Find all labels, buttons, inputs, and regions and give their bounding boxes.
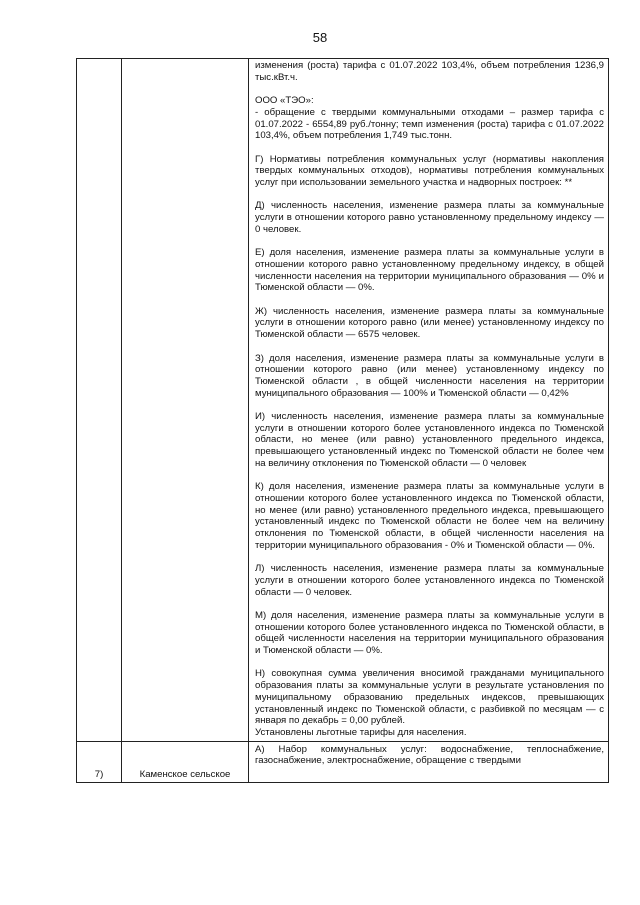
paragraph-item-e: Е) доля населения, изменение размера платы за коммунальные услуги в отношении которого равно установленному предельному индексу, в общей численности населения на территории муниципального образования — 0% и Тюменской области — 0%.	[255, 247, 604, 294]
paragraph-item-zh: Ж) численность населения, изменение размера платы за коммунальные услуги в отношении которого равно (или менее) установленному индексу по Тюменской области — 6575 человек.	[255, 305, 604, 341]
paragraph-item-n: Н) совокупная сумма увеличения вносимой гражданами муниципального образования платы за коммунальные услуги в результате установления по муниципальному образованию предельных индексов, превышающих установленный индекс по Тюменской области, с разбивкой по месяцам — с января по декабрь = 0,00 рублей.	[255, 668, 604, 727]
row-number-cell: 7)	[77, 741, 122, 782]
paragraph-item-l: Л) численность населения, изменение размера платы за коммунальные услуги в отношении которого более установленного индекса по Тюменской области — 0 человек.	[255, 563, 604, 598]
paragraph-item-m: М) доля населения, изменение размера платы за коммунальные услуги в отношении которого более установленного индекса по Тюменской области, в общей численности населения на территории муниципального образования и Тюменской области — 0%.	[255, 609, 604, 657]
row-number-cell	[77, 59, 122, 742]
tariff-description-cell	[249, 741, 609, 782]
paragraph-item-z: З) доля населения, изменение размера платы за коммунальные услуги в отношении которого равно (или менее) установленному индексу по Тюменской области , в общей численности населения на территории муниципального образования — 100% и Тюменской области — 0,42%	[255, 352, 604, 399]
paragraph-item-d: Д) численность населения, изменение размера платы за коммунальные услуги в отношении которого равно установленному предельному индексу — 0 человек.	[255, 200, 604, 235]
paragraph-item-a: А) Набор коммунальных услуг: водоснабжение, теплоснабжение, газоснабжение, электроснабжение, обращение с твердыми	[255, 743, 604, 767]
table-row	[77, 741, 609, 782]
paragraph-continuation: изменения (роста) тарифа с 01.07.2022 103,4%, объем потребления 1236,9 тыс.кВт.ч.	[255, 60, 604, 83]
municipality-name-cell	[122, 59, 249, 742]
paragraph-item-i: И) численность населения, изменение размера платы за коммунальные услуги в отношении которого более установленного индекса по Тюменской области, но менее (или равно) установленного предельного индекса, превышающего установленный индекс по Тюменской области не более чем на величину отклонения по Тюменской области — 0 человек	[255, 411, 604, 469]
page-number: 58	[312, 30, 328, 45]
municipality-name-cell: Каменское сельское	[122, 741, 249, 782]
paragraph-item-g: Г) Нормативы потребления коммунальных услуг (нормативы накопления твердых коммунальных отходов), нормативы потребления коммунальных услуг при использовании земельного участка и надворных построек: **	[255, 153, 604, 189]
tariff-description-cell	[249, 59, 609, 742]
paragraph-item-k: К) доля населения, изменение размера платы за коммунальные услуги в отношении которого более установленного индекса по Тюменской области, но менее (или равно) установленного предельного индекса, превышающего установленный индекс по Тюменской области не более чем на величину отклонения по Тюменской области, в общей численности населения на территории муниципального образования - 0% и Тюменской области — 0%.	[255, 481, 604, 551]
paragraph-waste-tariff: - обращение с твердыми коммунальными отходами – размер тарифа с 01.07.2022 - 6554,89 руб./тонну; темп изменения (роста) тарифа с 01.07.2022 103,4%, объем потребления 1,749 тыс.тонн.	[255, 106, 604, 142]
paragraph-preferential-tariffs: Установлены льготные тарифы для населения.	[255, 726, 467, 738]
municipal-tariff-table	[76, 58, 609, 783]
table-row	[77, 59, 609, 742]
paragraph-spacer	[255, 83, 604, 95]
paragraph-organization: ООО «ТЭО»:	[255, 95, 314, 107]
